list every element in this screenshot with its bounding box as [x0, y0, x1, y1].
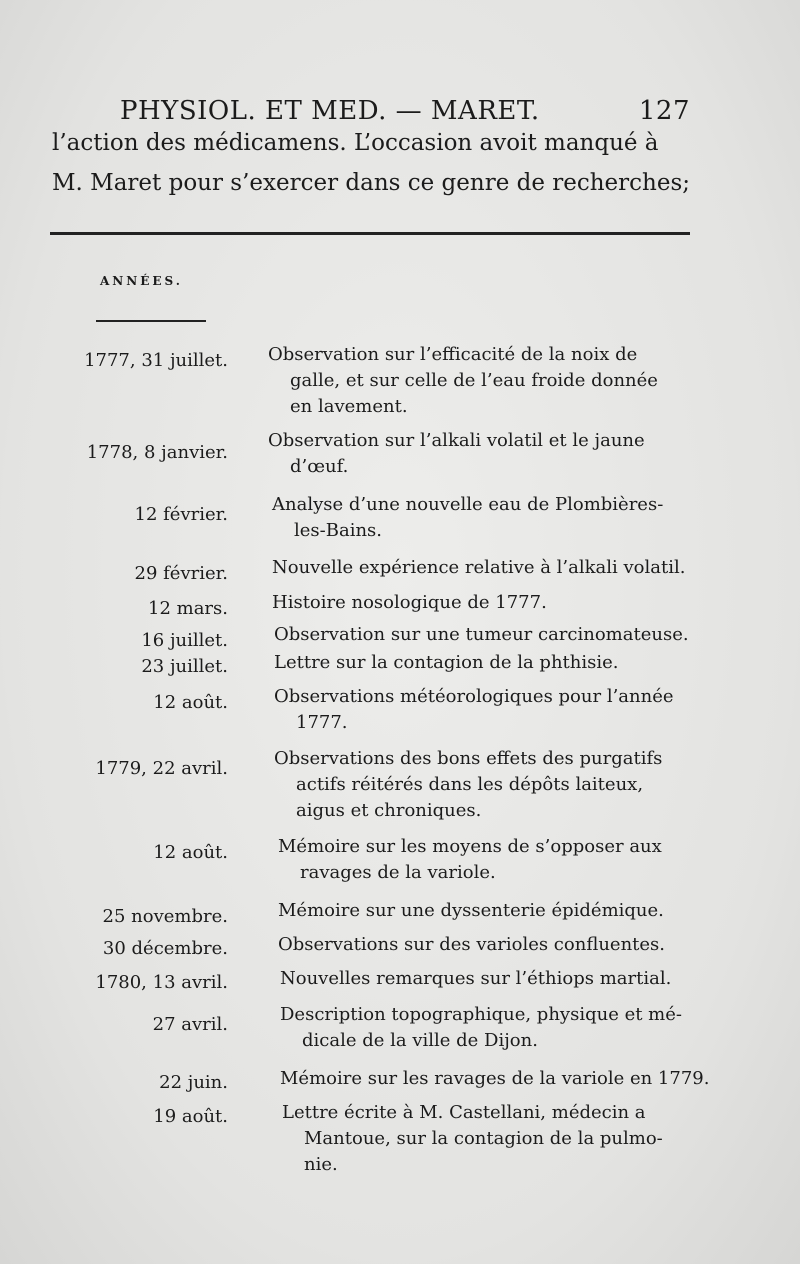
page-number: 127 — [638, 96, 690, 126]
entry-description-line: Description topographique, physique et mé- — [280, 1004, 682, 1025]
entry-description — [280, 1002, 682, 1054]
entry-description — [278, 898, 664, 924]
entry-description-line: 1777. — [296, 712, 348, 733]
entry-date: 12 février. — [134, 504, 228, 525]
entry-description-line: Analyse d’une nouvelle eau de Plombières- — [272, 494, 664, 515]
entry-description — [280, 966, 671, 992]
entry-description-line: actifs réitérés dans les dépôts laiteux, — [296, 774, 644, 795]
running-head-title: PHYSIOL. ET MED. — MARET. — [120, 96, 540, 126]
column-header-annees: ANNÉES. — [100, 274, 183, 288]
entry-date: 25 novembre. — [102, 906, 228, 927]
entry-description-line: Observation sur une tumeur carcinomateuse. — [274, 624, 689, 645]
entry-description-line: Histoire nosologique de 1777. — [272, 592, 547, 613]
entry-description-line: Mantoue, sur la contagion de la pulmo- — [304, 1128, 663, 1149]
entry-description — [272, 492, 663, 544]
entry-date: 1778, 8 janvier. — [86, 442, 228, 463]
entry-description-line: Observations des bons effets des purgatifs — [274, 748, 663, 769]
entry-date: 12 mars. — [148, 598, 228, 619]
entry-description-line: aigus et chroniques. — [296, 800, 482, 821]
entry-description-line: Mémoire sur les ravages de la variole en 1779. — [280, 1068, 710, 1089]
entry-description-line: Mémoire sur les moyens de s’opposer aux — [278, 836, 662, 857]
entry-date: 30 décembre. — [102, 938, 228, 959]
intro-line-2: M. Maret pour s’exercer dans ce genre de recherches; — [52, 170, 691, 196]
entry-date: 12 août. — [153, 842, 228, 863]
entry-description — [274, 650, 619, 676]
entry-description-line: Observations météorologiques pour l’année — [274, 686, 674, 707]
entry-description-line: nie. — [304, 1154, 338, 1175]
entry-description — [278, 834, 662, 886]
entry-description — [274, 746, 662, 824]
entry-date: 1777, 31 juillet. — [84, 350, 228, 371]
entry-description-line: Lettre sur la contagion de la phthisie. — [274, 652, 619, 673]
entry-description — [282, 1100, 663, 1178]
entry-date: 1780, 13 avril. — [95, 972, 228, 993]
entry-description — [272, 555, 685, 581]
entry-date: 19 août. — [153, 1106, 228, 1127]
entry-description-line: Observations sur des varioles confluentes. — [278, 934, 666, 955]
entry-description-line: Mémoire sur une dyssenterie épidémique. — [278, 900, 664, 921]
entry-description-line: ravages de la variole. — [300, 862, 496, 883]
entry-description — [274, 622, 689, 648]
entry-description-line: galle, et sur celle de l’eau froide donnée — [290, 370, 658, 391]
entry-description-line: dicale de la ville de Dijon. — [302, 1030, 538, 1051]
entry-date: 27 avril. — [152, 1014, 228, 1035]
entry-date: 1779, 22 avril. — [95, 758, 228, 779]
entry-description — [268, 428, 645, 480]
entry-description-line: les-Bains. — [294, 520, 382, 541]
entry-description — [274, 684, 674, 736]
entry-description-line: en lavement. — [290, 396, 408, 417]
entry-description — [278, 932, 665, 958]
entry-description — [272, 590, 547, 616]
entry-date: 29 février. — [134, 563, 228, 584]
column-header-rule — [96, 320, 206, 322]
header-rule — [50, 232, 690, 235]
entry-description — [268, 342, 658, 420]
entry-description-line: d’œuf. — [290, 456, 349, 477]
entry-description-line: Observation sur l’alkali volatil et le jaune — [268, 430, 645, 451]
running-head — [120, 96, 690, 126]
entry-date: 12 août. — [153, 692, 228, 713]
entry-date: 16 juillet. — [141, 630, 228, 651]
entry-date: 22 juin. — [159, 1072, 228, 1093]
entry-description-line: Lettre écrite à M. Castellani, médecin a — [282, 1102, 646, 1123]
entry-description-line: Observation sur l’efficacité de la noix de — [268, 344, 638, 365]
entry-description — [280, 1066, 709, 1092]
intro-line-1: l’action des médicamens. L’occasion avoit manqué à — [52, 130, 659, 156]
entry-description-line: Nouvelles remarques sur l’éthiops martial. — [280, 968, 672, 989]
entry-date: 23 juillet. — [141, 656, 228, 677]
entry-description-line: Nouvelle expérience relative à l’alkali volatil. — [272, 557, 686, 578]
